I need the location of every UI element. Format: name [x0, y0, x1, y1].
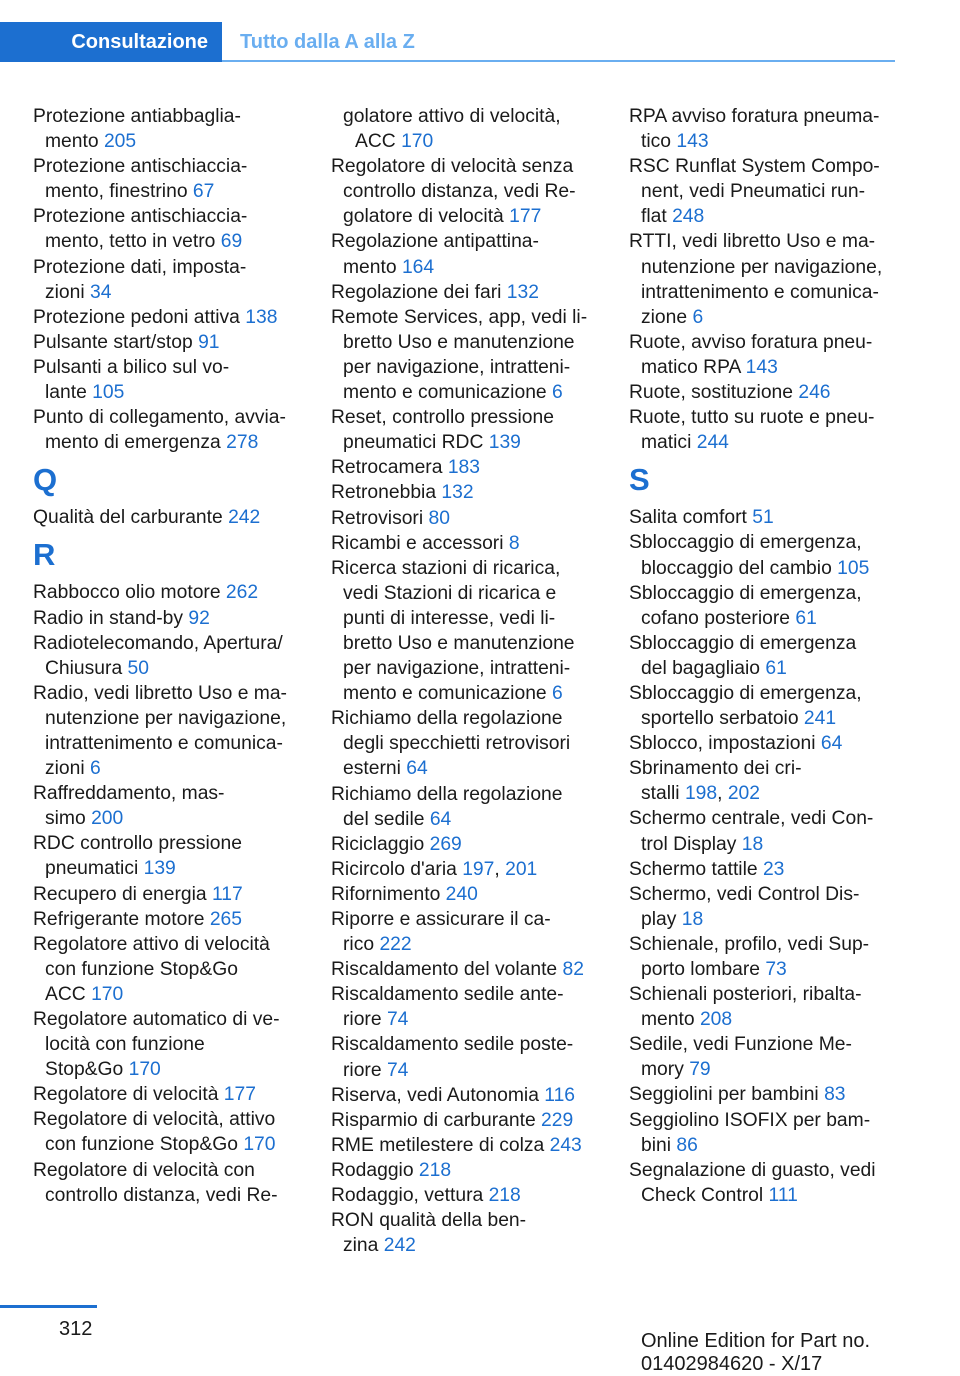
index-entry — [629, 857, 897, 882]
index-entry — [331, 882, 599, 907]
index-entry-text: Salita comfort — [629, 507, 753, 529]
index-entry — [33, 781, 301, 831]
page-reference-link[interactable]: 80 — [428, 507, 450, 529]
index-entry-text: Check Control — [641, 1184, 769, 1206]
index-entry-text: RON qualità della ben- — [331, 1210, 527, 1232]
index-entry-text: Regolazione dei fari — [331, 281, 507, 303]
index-column-2 — [331, 104, 599, 1258]
index-entry — [629, 806, 897, 856]
index-entry — [629, 505, 897, 530]
page-reference-link[interactable]: 67 — [192, 181, 215, 203]
index-letter-heading: Q — [33, 462, 58, 498]
index-entry-text: intrattenimento e comunica- — [45, 732, 283, 754]
index-entry-text: nent, vedi Pneumatici run- — [641, 181, 865, 203]
edition-note: Online Edition for Part no. 01402984620 - X/17 — [641, 1330, 871, 1375]
index-entry-text: nutenzione per navigazione, — [641, 256, 883, 278]
index-entry — [331, 405, 599, 455]
page-reference-link[interactable]: 74 — [386, 1059, 409, 1081]
page-reference-link[interactable]: 79 — [689, 1059, 711, 1081]
index-entry — [331, 1158, 599, 1183]
index-entry-text: mento, finestrino — [45, 181, 193, 203]
index-entry — [331, 506, 599, 531]
page-reference-link[interactable]: 6 — [552, 382, 563, 404]
index-entry-text: Sbloccaggio di emergenza, — [629, 682, 862, 704]
page-reference-link[interactable]: 201 — [505, 858, 538, 880]
index-entry — [331, 907, 599, 957]
page-reference-link[interactable]: 208 — [699, 1009, 733, 1031]
index-entry-text: matico RPA — [641, 356, 746, 378]
index-entry — [331, 280, 599, 305]
index-entry-text: zina — [343, 1235, 384, 1257]
index-entry-text: Protezione antischiaccia- — [33, 156, 248, 178]
page-reference-link[interactable]: 177 — [509, 206, 542, 228]
index-entry — [331, 455, 599, 480]
index-entry-text: Ruote, avviso foratura pneu- — [629, 331, 873, 353]
index-entry-text: Sbloccaggio di emergenza, — [629, 532, 862, 554]
page-reference-link[interactable]: 242 — [383, 1235, 416, 1257]
page-reference-link[interactable]: 170 — [91, 983, 124, 1005]
index-entry — [331, 832, 599, 857]
index-entry-text: ACC — [45, 983, 92, 1005]
index-entry — [33, 606, 301, 631]
index-entry — [331, 305, 599, 405]
page-reference-link[interactable]: 61 — [765, 657, 787, 679]
index-entry-text: Refrigerante motore — [33, 908, 210, 930]
page-number: 312 — [59, 1318, 93, 1340]
index-entry — [331, 531, 599, 556]
index-column-1 — [33, 104, 301, 1208]
index-entry-text: locità con funzione — [45, 1034, 205, 1056]
index-entry-text: matici — [641, 432, 697, 454]
index-entry-text: Qualità del carburante — [33, 507, 229, 529]
index-entry — [33, 1158, 301, 1208]
index-entry — [33, 104, 301, 154]
index-letter-heading: R — [33, 537, 56, 573]
index-entry-text: ACC — [355, 131, 402, 153]
index-entry — [629, 982, 897, 1032]
page-reference-link[interactable]: 243 — [549, 1134, 582, 1156]
page-reference-link[interactable]: 105 — [837, 557, 870, 579]
index-entry-text: Raffreddamento, mas- — [33, 783, 225, 805]
index-entry — [331, 706, 599, 781]
page-reference-link[interactable]: 177 — [223, 1084, 256, 1106]
page-reference-link[interactable]: 197 — [462, 858, 495, 880]
page-reference-link[interactable]: 86 — [676, 1134, 698, 1156]
index-entry-text: Risparmio di carburante — [331, 1109, 542, 1131]
index-entry-text: Richiamo della regolazione — [331, 708, 563, 730]
index-entry-text: Schermo centrale, vedi Con- — [629, 808, 874, 830]
index-entry-text: mento — [641, 1009, 700, 1031]
index-entry — [629, 330, 897, 380]
page-reference-link[interactable]: 143 — [745, 356, 778, 378]
page-reference-link[interactable]: 170 — [128, 1059, 161, 1081]
index-entry-text: Radio in stand-by — [33, 607, 189, 629]
index-entry-text: bini — [641, 1134, 677, 1156]
index-entry — [331, 154, 599, 229]
section-tab-consultazione[interactable]: Consultazione — [0, 22, 222, 62]
index-entry-text: riore — [343, 1059, 387, 1081]
index-entry-text: trol Display — [641, 833, 742, 855]
index-entry — [331, 982, 599, 1032]
index-entry-text: Sedile, vedi Funzione Me- — [629, 1034, 852, 1056]
page-reference-link[interactable]: 244 — [696, 432, 729, 454]
index-entry-text: RTTI, vedi libretto Uso e ma- — [629, 231, 876, 253]
page-reference-link[interactable]: 82 — [562, 959, 584, 981]
index-entry-text: stalli — [641, 783, 685, 805]
page-reference-link[interactable]: 116 — [544, 1084, 576, 1106]
index-entry: Ricircolo d'aria 197, 201 — [331, 858, 538, 880]
page-reference-link[interactable]: 200 — [91, 808, 124, 830]
index-entry-text: Riscaldamento sedile poste- — [331, 1034, 574, 1056]
index-entry — [33, 631, 301, 681]
index-entry — [33, 1082, 301, 1107]
page-reference-link[interactable]: 105 — [92, 382, 125, 404]
index-entry-text: bretto Uso e manutenzione — [343, 632, 575, 654]
page-reference-link[interactable]: 74 — [386, 1009, 409, 1031]
index-entry-text: porto lombare — [641, 959, 766, 980]
index-entry-text: Ruote, sostituzione — [629, 382, 799, 404]
index-entry-text: mento e comunicazione — [343, 683, 552, 705]
index-entry-text: Riciclaggio — [331, 833, 430, 855]
index-entry — [629, 104, 897, 154]
index-entry-text: Segnalazione di guasto, vedi — [629, 1159, 876, 1181]
index-entry-text: per navigazione, intratteni- — [343, 356, 571, 378]
page-reference-link[interactable]: 34 — [90, 281, 112, 303]
page-reference-link[interactable]: 6 — [552, 683, 563, 705]
index-entry-text: Regolatore di velocità senza — [331, 156, 574, 178]
index-entry — [33, 204, 301, 254]
index-entry-text: rico — [343, 934, 380, 956]
page-reference-link[interactable]: 83 — [824, 1084, 846, 1106]
page-reference-link[interactable]: 143 — [676, 131, 709, 153]
index-entry — [629, 882, 897, 932]
page-reference-link[interactable]: 73 — [765, 959, 787, 980]
index-entry-text: lante — [45, 382, 93, 404]
index-entry-text: Ricambi e accessori — [331, 532, 509, 554]
page-reference-link[interactable]: 183 — [447, 457, 480, 479]
index-entry-text: Protezione dati, imposta- — [33, 256, 247, 278]
index-entry-text: Schienali posteriori, ribalta- — [629, 984, 862, 1006]
page-reference-link[interactable]: 218 — [418, 1159, 452, 1181]
index-entry-text: mento — [343, 256, 402, 278]
index-entry — [629, 1158, 897, 1208]
index-entry-text: cofano posteriore — [641, 607, 796, 629]
index-entry-text: Sbloccaggio di emergenza, — [629, 582, 862, 604]
index-entry — [629, 631, 897, 681]
index-entry — [629, 154, 897, 229]
index-entry-text: controllo distanza, vedi Re- — [343, 181, 576, 203]
index-entry — [629, 405, 897, 455]
page-reference-link[interactable]: 64 — [406, 758, 428, 780]
index-entry-text: Rodaggio — [331, 1159, 419, 1181]
page-reference-link[interactable]: 205 — [103, 131, 137, 153]
page-reference-link[interactable]: 170 — [401, 131, 434, 153]
page-reference-link[interactable]: 241 — [803, 708, 837, 730]
index-entry-text: Riscaldamento del volante — [331, 959, 563, 981]
index-entry — [629, 731, 897, 756]
index-entry-text: simo — [45, 808, 92, 830]
index-entry-text: Rodaggio, vettura — [331, 1185, 489, 1207]
index-entry-text: RSC Runflat System Compo- — [629, 156, 880, 178]
page-reference-link[interactable]: 240 — [445, 883, 478, 905]
index-entry — [33, 405, 301, 455]
index-entry-text: Protezione pedoni attiva — [33, 306, 246, 328]
index-entry-text: Ricerca stazioni di ricarica, — [331, 557, 561, 579]
index-entry-text: Chiusura — [45, 657, 128, 679]
index-entry-text: Recupero di energia — [33, 883, 213, 905]
page-reference-link[interactable]: 242 — [228, 507, 261, 529]
index-entry-text: Stop&Go — [45, 1059, 129, 1081]
index-entry — [331, 1183, 599, 1208]
index-entry-text: mento di emergenza — [45, 432, 227, 454]
index-entry — [331, 1133, 599, 1158]
index-entry-text: punti di interesse, vedi li- — [343, 607, 556, 629]
index-entry-text: Seggiolini per bambini — [629, 1084, 825, 1106]
index-entry-text: degli specchietti retrovisori — [343, 733, 571, 755]
index-entry — [33, 907, 301, 932]
index-entry — [331, 957, 599, 982]
index-entry — [629, 1032, 897, 1082]
index-entry-text: intrattenimento e comunica- — [641, 281, 879, 303]
index-entry-text: Rifornimento — [331, 883, 446, 905]
index-entry-text: vedi Stazioni di ricarica e — [343, 582, 557, 604]
index-entry-text: RME metilestere di colza — [331, 1134, 550, 1156]
page-reference-link[interactable]: 117 — [212, 883, 243, 905]
page-reference-link[interactable]: 6 — [90, 758, 101, 780]
page-reference-link[interactable]: 164 — [401, 256, 435, 278]
index-entry-text: riore — [343, 1009, 387, 1031]
index-entry — [33, 580, 301, 605]
index-entry-text: bretto Uso e manutenzione — [343, 331, 575, 353]
index-entry-text: Pulsanti a bilico sul vo- — [33, 356, 230, 378]
page-reference-link[interactable]: 92 — [188, 607, 210, 629]
index-entry-text: Radio, vedi libretto Uso e ma- — [33, 682, 287, 704]
footer-divider — [0, 1305, 97, 1308]
index-entry-text: tico — [641, 131, 677, 153]
index-entry — [629, 229, 897, 329]
index-entry — [629, 380, 897, 405]
index-entry — [331, 1032, 599, 1082]
index-entry-text: per navigazione, intratteni- — [343, 658, 571, 680]
index-entry-text: Sbloccaggio di emergenza — [629, 632, 857, 654]
index-entry-text: Sbrinamento dei cri- — [629, 758, 802, 780]
page-reference-link[interactable]: 64 — [820, 733, 843, 755]
index-entry-text: golatore attivo di velocità, — [343, 106, 561, 127]
index-entry-text: Protezione antischiaccia- — [33, 206, 248, 228]
index-letter-heading: S — [629, 462, 650, 498]
page-reference-link[interactable]: 132 — [441, 482, 474, 504]
index-entry-text: mory — [641, 1059, 690, 1081]
page-reference-link[interactable]: 198 — [684, 783, 718, 805]
index-entry-text: golatore di velocità — [343, 206, 510, 228]
index-entry — [331, 1108, 599, 1133]
index-entry — [629, 932, 897, 982]
index-entry — [629, 581, 897, 631]
page-reference-link[interactable]: 229 — [541, 1109, 574, 1131]
page-reference-link[interactable]: 218 — [488, 1185, 521, 1207]
index-entry-text: RDC controllo pressione — [33, 833, 242, 855]
index-entry — [629, 1108, 897, 1158]
index-entry — [629, 681, 897, 731]
page-reference-link[interactable]: 222 — [379, 934, 412, 956]
index-entry — [33, 355, 301, 405]
page-reference-link[interactable]: 91 — [198, 331, 220, 353]
index-entry-text: con funzione Stop&Go — [45, 958, 238, 980]
index-entry-text: Reset, controllo pressione — [331, 407, 554, 429]
index-entry-text: zioni — [45, 758, 91, 780]
index-entry-text: esterni — [343, 758, 407, 780]
index-entry-text: pneumatici RDC — [343, 432, 489, 454]
page-reference-link[interactable]: 8 — [508, 532, 520, 554]
page-reference-link[interactable]: 64 — [429, 808, 452, 830]
index-entry — [629, 530, 897, 580]
index-entry-text: mento — [45, 131, 104, 153]
page-reference-link[interactable]: 132 — [506, 281, 539, 303]
index-entry — [33, 305, 301, 330]
index-entry — [33, 255, 301, 305]
page-reference-link[interactable]: 265 — [209, 908, 242, 930]
index-entry — [33, 681, 301, 781]
index-entry-text: mento e comunicazione — [343, 382, 552, 404]
page-reference-link[interactable]: 248 — [672, 206, 705, 228]
index-entry-text: Protezione antiabbaglia- — [33, 106, 241, 127]
index-entry-text: Schermo tattile — [629, 858, 763, 880]
index-entry-text: Riscaldamento sedile ante- — [331, 984, 564, 1006]
index-entry-text: Richiamo della regolazione — [331, 783, 563, 805]
index-entry-text: Regolazione antipattina- — [331, 231, 539, 253]
page-reference-link[interactable]: 61 — [795, 607, 817, 629]
index-entry — [33, 505, 301, 530]
index-entry-text: mento, tetto in vetro — [45, 231, 221, 253]
index-entry — [331, 782, 599, 832]
index-entry — [33, 330, 301, 355]
index-entry-text: Regolatore attivo di velocità — [33, 933, 270, 955]
index-entry — [331, 229, 599, 279]
page-reference-link[interactable]: 23 — [762, 858, 785, 880]
index-entry — [331, 480, 599, 505]
index-entry — [33, 882, 301, 907]
index-entry-text: del bagagliaio — [641, 657, 766, 679]
index-entry — [33, 932, 301, 1007]
index-entry-text: nutenzione per navigazione, — [45, 707, 287, 729]
index-entry-text: Ruote, tutto su ruote e pneu- — [629, 407, 875, 429]
page-reference-link[interactable]: 50 — [127, 657, 149, 679]
index-entry — [33, 1007, 301, 1082]
index-entry-text: RPA avviso foratura pneuma- — [629, 106, 880, 127]
index-entry-text: Regolatore di velocità — [33, 1084, 224, 1106]
index-entry-text: del sedile — [343, 808, 430, 830]
page-reference-link[interactable]: 139 — [488, 432, 521, 454]
index-entry — [33, 154, 301, 204]
section-tab-a-z[interactable]: Tutto dalla A alla Z — [240, 31, 415, 53]
page-reference-link[interactable]: 262 — [225, 582, 259, 604]
page-header — [0, 0, 960, 62]
index-entry-text: Seggiolino ISOFIX per bam- — [629, 1109, 871, 1131]
index-entry-text: zioni — [45, 281, 91, 303]
index-entry-text: Regolatore automatico di ve- — [33, 1009, 280, 1030]
page-reference-link[interactable]: 170 — [243, 1134, 276, 1156]
index-column-3 — [629, 104, 897, 1208]
index-entry — [33, 831, 301, 881]
index-entry-text: controllo distanza, vedi Re- — [45, 1184, 278, 1206]
index-entry-text: Punto di collegamento, avvia- — [33, 407, 286, 429]
index-entry — [629, 1082, 897, 1107]
index-entry-text: con funzione Stop&Go — [45, 1134, 244, 1156]
index-entry — [331, 556, 599, 707]
index-entry-text: Regolatore di velocità con — [33, 1159, 255, 1181]
page-reference-link[interactable]: 18 — [741, 833, 764, 855]
index-entry-text: Pulsante start/stop — [33, 331, 199, 353]
index-entry-text: flat — [641, 206, 673, 228]
page-reference-link[interactable]: 6 — [692, 306, 704, 328]
index-entry-text: Riporre e assicurare il ca- — [331, 909, 551, 930]
index-entry — [331, 104, 599, 154]
header-divider — [222, 60, 895, 62]
index-entry-text: Regolatore di velocità, attivo — [33, 1109, 276, 1131]
page-reference-link[interactable]: 139 — [143, 858, 176, 880]
index-entry — [331, 1208, 599, 1258]
page-reference-link[interactable]: 269 — [429, 833, 462, 855]
page-reference-link[interactable]: 69 — [220, 231, 243, 253]
page-reference-link[interactable]: 138 — [245, 306, 278, 328]
page-reference-link[interactable]: 18 — [681, 908, 704, 930]
index-entry-text: zione — [641, 306, 693, 328]
index-entry — [331, 1083, 599, 1108]
page-reference-link[interactable]: 111 — [768, 1184, 798, 1206]
index-entry-text: Radiotelecomando, Apertura/ — [33, 632, 283, 654]
index-entry-text: bloccaggio del cambio — [641, 557, 838, 579]
index-entry-text: Riserva, vedi Autonomia — [331, 1084, 545, 1106]
index-entry-text: Ricircolo d'aria — [331, 858, 463, 880]
page-reference-link[interactable]: 246 — [798, 382, 831, 404]
index-entry-text: Sblocco, impostazioni — [629, 733, 821, 755]
index-entry — [33, 1107, 301, 1157]
index-entry-text: Retronebbia — [331, 482, 442, 504]
index-entry: Sbrinamento dei cri- stalli 198, 202 — [629, 758, 802, 805]
page-reference-link[interactable]: 278 — [226, 432, 259, 454]
page-reference-link[interactable]: 202 — [727, 783, 760, 805]
index-entry-text: Retrovisori — [331, 507, 429, 529]
index-entry-text: Schermo, vedi Control Dis- — [629, 883, 860, 905]
page-reference-link[interactable]: 51 — [752, 507, 774, 529]
index-entry-text: play — [641, 908, 682, 930]
index-entry-text: Schienale, profilo, vedi Sup- — [629, 933, 870, 955]
index-entry-text: Rabbocco olio motore — [33, 582, 226, 604]
index-entry-text: Retrocamera — [331, 457, 448, 479]
index-entry-text: sportello serbatoio — [641, 708, 804, 730]
index-entry-text: Remote Services, app, vedi li- — [331, 306, 588, 328]
index-entry-text: pneumatici — [45, 858, 144, 880]
